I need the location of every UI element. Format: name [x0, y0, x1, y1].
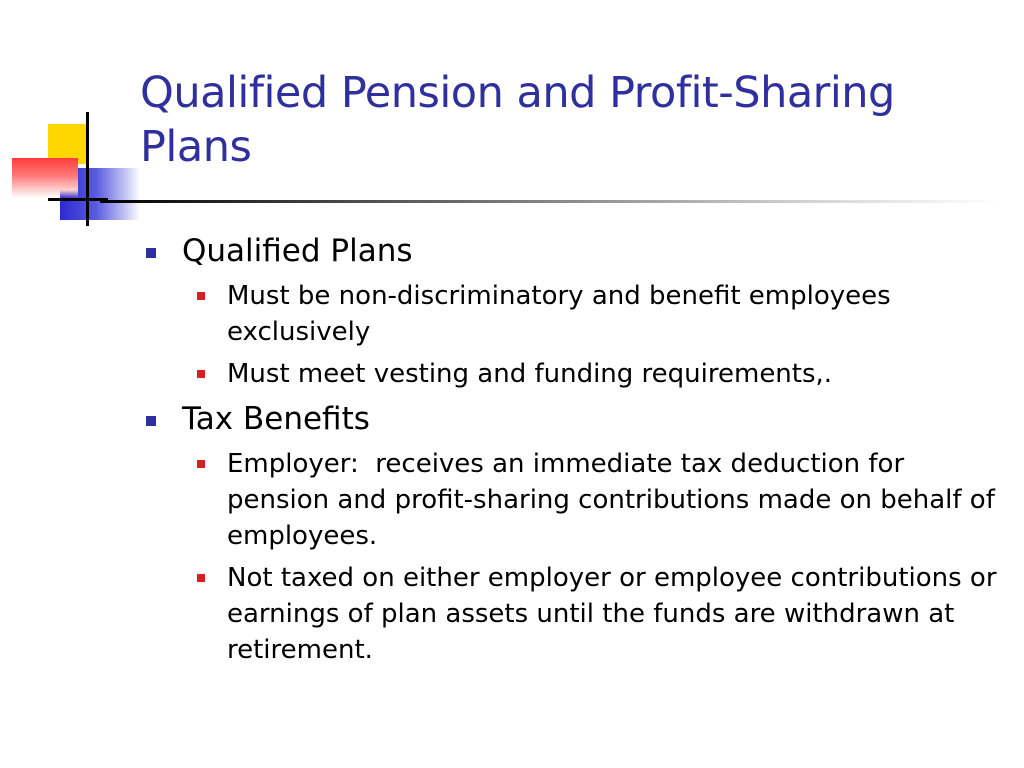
- logo-vertical-line: [86, 112, 89, 226]
- bullet-text: Qualified Plans: [182, 233, 413, 269]
- title-divider: [100, 200, 1000, 203]
- sub-bullet: [140, 356, 1010, 392]
- sub-bullet: [140, 278, 1010, 350]
- square-bullet-icon: [197, 574, 205, 582]
- bullet-qualified-plans: [140, 230, 1010, 272]
- square-bullet-icon: [146, 416, 156, 426]
- square-bullet-icon: [197, 292, 205, 300]
- logo-horizontal-line: [48, 198, 108, 201]
- sub-bullet: [140, 560, 1010, 668]
- bullet-text: Tax Benefits: [182, 401, 370, 437]
- sub-bullet: [140, 446, 1010, 554]
- slide-title: Qualified Pension and Profit-Sharing Plans: [140, 68, 895, 172]
- slide-content: [140, 230, 1010, 674]
- square-bullet-icon: [197, 370, 205, 378]
- sub-bullet-text: Employer: receives an immediate tax deduction for pension and profit-sharing contributions made on behalf of employees.: [227, 449, 1004, 551]
- decorative-logo: [0, 0, 150, 240]
- sub-bullet-text: Must be non-discriminatory and benefit employees exclusively: [227, 281, 891, 347]
- square-bullet-icon: [197, 460, 205, 468]
- sub-bullet-text: Must meet vesting and funding requirements,.: [227, 359, 833, 389]
- square-bullet-icon: [146, 248, 156, 258]
- sub-bullet-text: Not taxed on either employer or employee contributions or earnings of plan assets until the funds are withdrawn at retirement.: [227, 563, 997, 665]
- bullet-tax-benefits: [140, 398, 1010, 440]
- logo-red-square: [12, 158, 78, 198]
